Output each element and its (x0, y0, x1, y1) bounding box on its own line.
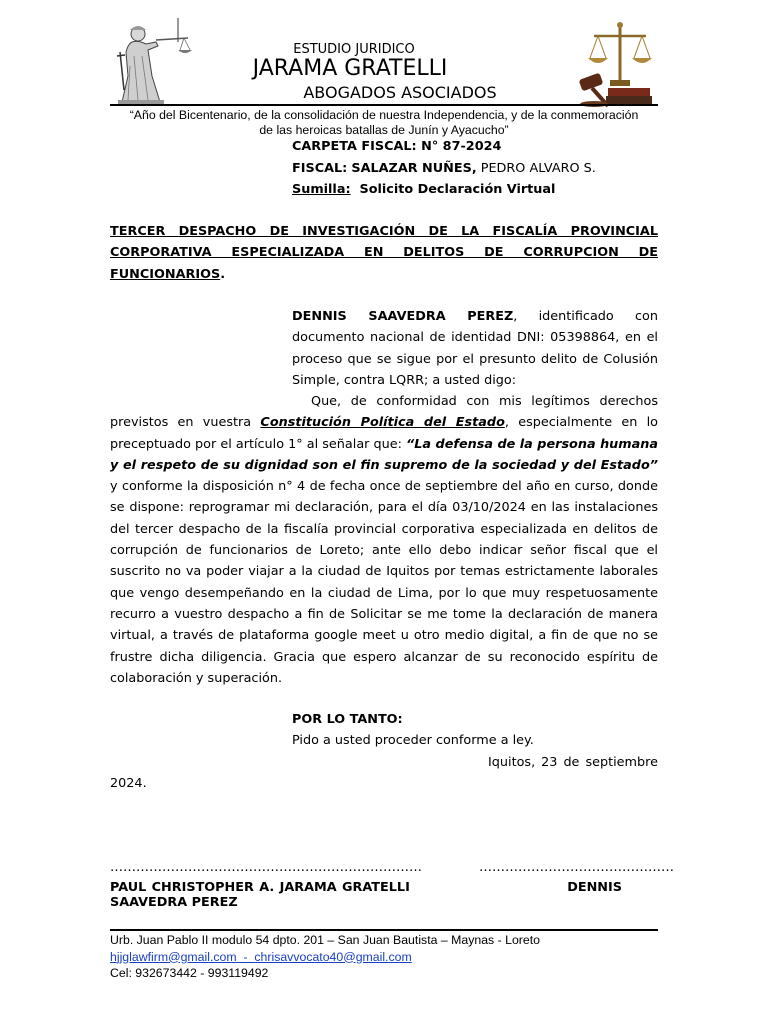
firm-tagline: ABOGADOS ASOCIADOS (303, 83, 497, 102)
footer (110, 932, 540, 982)
footer-rule (110, 929, 658, 931)
email-line (110, 949, 540, 966)
firm-name: JARAMA GRATELLI (252, 56, 448, 81)
signature-line-left: ……………………………………………………………… (110, 860, 422, 875)
petitioner-name: DENNIS SAAVEDRA PEREZ (292, 309, 514, 324)
signatory-names (110, 880, 622, 910)
motto-line-1: “Año del Bicentenario, de la consolidación de nuestra Independencia, y de la conmemoración (129, 108, 639, 122)
place-date: Iquitos, 23 de septiembre 2024. (110, 755, 658, 792)
addressee-text: TERCER DESPACHO DE INVESTIGACIÓN DE LA FISCALÍA PROVINCIAL CORPORATIVA ESPECIALIZADA EN DELITOS DE CORRUPCION DE FUNCIONARIOS (110, 224, 658, 282)
signatory-left-name: PAUL CHRISTOPHER A. JARAMA GRATELLI (110, 880, 410, 895)
fiscal-label: FISCAL: (292, 161, 348, 176)
intro-text: , identificado con documento nacional de identidad DNI: 05398864, en el proceso que se sigue por el presunto delito de Colusión Simple, contra LQRR; a usted digo: (292, 309, 658, 388)
body-start: Que, de conformidad con mis legítimos derechos previstos en vuestra (110, 394, 658, 431)
email-separator: - (236, 949, 255, 964)
addressee (110, 221, 658, 285)
body-end: y conforme la disposición n° 4 de fecha once de septiembre del año en curso, donde se dispone: reprogramar mi declaración, para el día 03/10/2024 en las instalaciones del tercer despacho de la fiscalía provincial corporativa especializada en delitos de corrupción de funcionarios de Loreto; ante ello debo indicar señor fiscal que el suscrito no va poder viajar a la ciudad de Iquitos por temas estrictamente laborales que vengo desempeñando en la ciudad de Lima, por lo que muy respetuosamente recurro a vuestro despacho a fin de Solicitar se me tome la declaración de manera virtual, a través de plataforma google meet u otro medio digital, a fin de que no se frustre dicha diligencia. Gracia que espero alcanzar de su reconocido espíritu de colaboración y superación. (110, 479, 658, 686)
firm-subtitle: ESTUDIO JURIDICO (293, 42, 415, 57)
fiscal-line (292, 158, 596, 179)
office-address: Urb. Juan Pablo II modulo 54 dpto. 201 – San Juan Bautista – Maynas - Loreto (110, 933, 540, 947)
constitution-ref: Constitución Política del Estado (260, 415, 505, 431)
signatory-right-name: DENNIS SAAVEDRA PEREZ (110, 880, 622, 910)
fiscal-given-name: PEDRO ALVARO S. (476, 161, 596, 176)
email-link-1[interactable]: hjjglawfirm@gmail.com (110, 949, 237, 964)
carpeta-fiscal: CARPETA FISCAL: N° 87-2024 (292, 139, 502, 154)
signatory-names-text (110, 880, 622, 910)
body-mid: , especialmente en lo preceptuado por el artículo 1° al señalar que: (110, 415, 658, 452)
motto-line-2: de las heroicas batallas de Junín y Ayacucho” (259, 123, 509, 137)
request-line: Pido a usted proceder conforme a ley. (292, 733, 534, 748)
fiscal-surname: SALAZAR NUÑES, (351, 161, 477, 176)
sumilla-label: Sumilla: (292, 182, 351, 197)
header-rule (110, 104, 658, 106)
addressee-end: . (220, 266, 226, 282)
year-motto (110, 108, 658, 138)
signature-line-right: ……………………………………… (479, 860, 674, 875)
phone-numbers: Cel: 932673442 - 993119492 (110, 966, 269, 980)
sumilla-text: Solicito Declaración Virtual (359, 182, 556, 197)
constitution-quote: “La defensa de la persona humana y el respeto de su dignidad son el fin supremo de la sociedad y del Estado” (110, 436, 659, 473)
por-lo-tanto: POR LO TANTO: (292, 712, 403, 727)
sumilla-line (292, 179, 555, 200)
intro-paragraph (292, 306, 658, 391)
body-paragraph (110, 391, 658, 689)
email-link-2[interactable]: chrisavvocato40@gmail.com (254, 949, 412, 964)
